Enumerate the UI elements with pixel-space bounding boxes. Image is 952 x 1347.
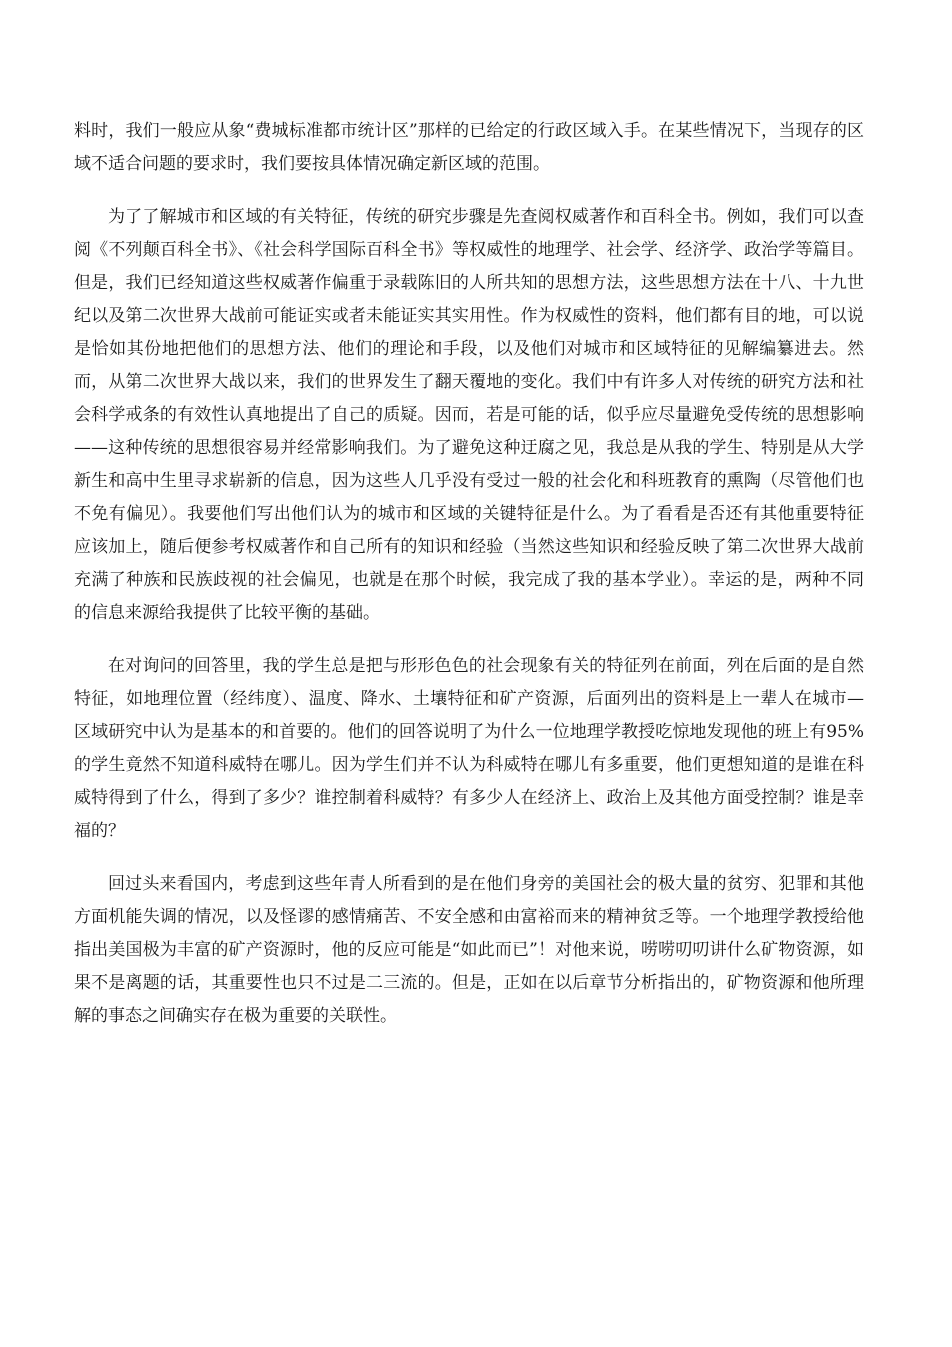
paragraph-2: 为了了解城市和区域的有关特征，传统的研究步骤是先查阅权威著作和百科全书。例如，我们可以查阅《不列颠百科全书》、《社会科学国际百科全书》等权威性的地理学、社会学、经济学、政治学等篇目。但是，我们已经知道这些权威著作偏重于录载陈旧的人所共知的思想方法，这些思想方法在十八、十九世纪以及第二次世界大战前可能证实或者未能证实其实用性。作为权威性的资料，他们都有目的地，可以说是恰如其份地把他们的思想方法、他们的理论和手段，以及他们对城市和区域特征的见解编纂进去。然而，从第二次世界大战以来，我们的世界发生了翻天覆地的变化。我们中有许多人对传统的研究方法和社会科学戒条的有效性认真地提出了自己的质疑。因而，若是可能的话，似乎应尽量避免受传统的思想影响——这种传统的思想很容易并经常影响我们。为了避免这种迂腐之见，我总是从我的学生、特别是从大学新生和高中生里寻求崭新的信息，因为这些人几乎没有受过一般的社会化和科班教育的熏陶（尽管他们也不免有偏见）。我要他们写出他们认为的城市和区域的关键特征是什么。为了看看是否还有其他重要特征应该加上，随后便参考权威著作和自己所有的知识和经验（当然这些知识和经验反映了第二次世界大战前充满了种族和民族歧视的社会偏见，也就是在那个时候，我完成了我的基本学业）。幸运的是，两种不同的信息来源给我提供了比较平衡的基础。 — [74, 207, 864, 623]
paragraph-3: 在对询问的回答里，我的学生总是把与形形色色的社会现象有关的特征列在前面，列在后面的是自然特征，如地理位置（经纬度）、温度、降水、土壤特征和矿产资源，后面列出的资料是上一辈人在城市—区域研究中认为是基本的和首要的。他们的回答说明了为什么一位地理学教授吃惊地发现他的班上有95%的学生竟然不知道科威特在哪儿。因为学生们并不认为科威特在哪儿有多重要，他们更想知道的是谁在科威特得到了什么，得到了多少？谁控制着科威特？有多少人在经济上、政治上及其他方面受控制？谁是幸福的？ — [74, 656, 864, 841]
document-page — [74, 115, 864, 1053]
paragraph-4: 回过头来看国内，考虑到这些年青人所看到的是在他们身旁的美国社会的极大量的贫穷、犯罪和其他方面机能失调的情况，以及怪谬的感情痛苦、不安全感和由富裕而来的精神贫乏等。一个地理学教授给他指出美国极为丰富的矿产资源时，他的反应可能是“如此而已”！对他来说，唠唠叨叨讲什么矿物资源，如果不是离题的话，其重要性也只不过是二三流的。但是，正如在以后章节分析指出的，矿物资源和他所理解的事态之间确实存在极为重要的关联性。 — [74, 874, 864, 1026]
paragraph-1: 料时，我们一般应从象“费城标准都市统计区”那样的已给定的行政区域入手。在某些情况下，当现存的区域不适合问题的要求时，我们要按具体情况确定新区域的范围。 — [74, 121, 864, 174]
